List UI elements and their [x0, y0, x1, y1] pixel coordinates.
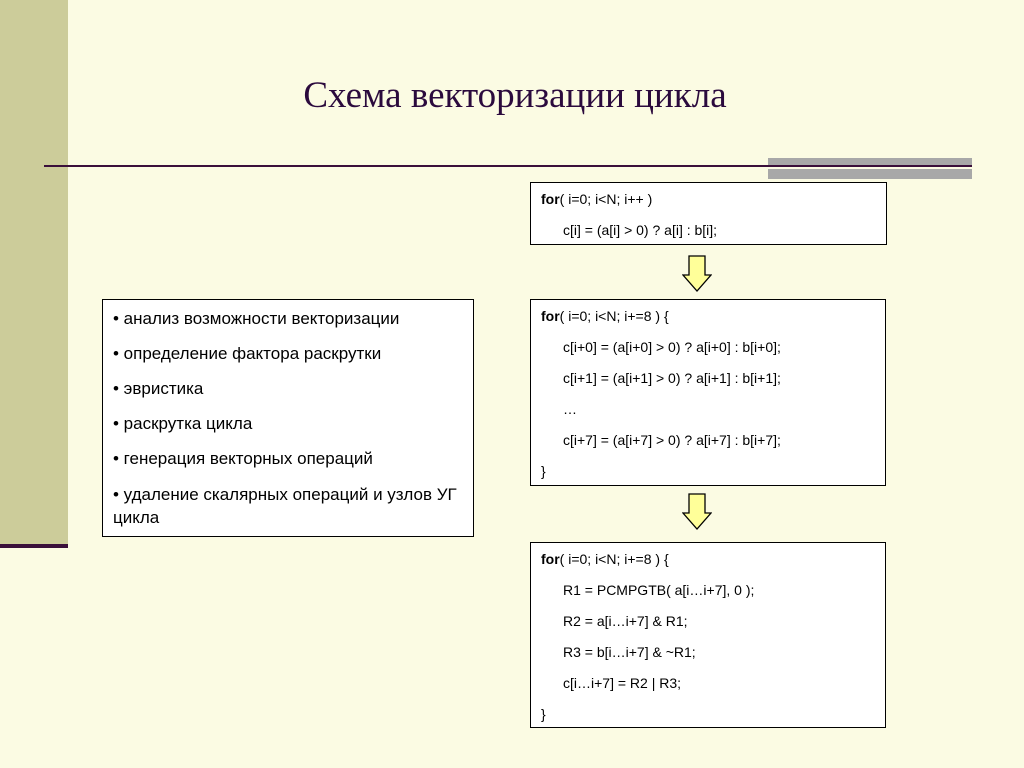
code-line: c[i+1] = (a[i+1] > 0) ? a[i+1] : b[i+1]; [563, 370, 781, 386]
loop-close: } [541, 706, 546, 722]
down-arrow-icon [682, 493, 712, 531]
original-loop-box [530, 182, 887, 245]
code-line: R1 = PCMPGTB( a[i…i+7], 0 ); [563, 582, 755, 598]
loop-header: for( i=0; i<N; i+=8 ) { [541, 551, 669, 567]
step-item: • генерация векторных операций [113, 449, 373, 468]
steps-list-box [102, 299, 474, 537]
for-keyword: for [541, 308, 560, 324]
code-line: c[i] = (a[i] > 0) ? a[i] : b[i]; [563, 222, 718, 238]
code-line: c[i+0] = (a[i+0] > 0) ? a[i+0] : b[i+0]; [563, 339, 781, 355]
loop-close: } [541, 463, 546, 479]
step-item: • определение фактора раскрутки [113, 344, 382, 363]
unrolled-loop-box [530, 299, 886, 486]
step-item: • эвристика [113, 379, 204, 398]
code-line: c[i…i+7] = R2 | R3; [563, 675, 682, 691]
for-keyword: for [541, 191, 560, 207]
step-item: • раскрутка цикла [113, 414, 253, 433]
vectorized-loop-box [530, 542, 886, 728]
step-item: • удаление скалярных операций и узлов УГ цикла [113, 485, 457, 527]
code-line: R2 = a[i…i+7] & R1; [563, 613, 688, 629]
code-line: c[i+7] = (a[i+7] > 0) ? a[i+7] : b[i+7]; [563, 432, 781, 448]
side-bar [0, 0, 68, 546]
loop-header: for( i=0; i<N; i++ ) [541, 191, 653, 207]
title-rule [44, 165, 972, 167]
rule-decoration-bottom [768, 169, 972, 179]
down-arrow-icon [682, 255, 712, 293]
rule-decoration-top [768, 158, 972, 165]
loop-header: for( i=0; i<N; i+=8 ) { [541, 308, 669, 324]
slide-title: Схема векторизации цикла [303, 75, 727, 116]
code-line: R3 = b[i…i+7] & ~R1; [563, 644, 696, 660]
code-line: … [563, 401, 577, 417]
side-bar-underline [0, 544, 68, 548]
step-item: • анализ возможности векторизации [113, 309, 400, 328]
for-keyword: for [541, 551, 560, 567]
